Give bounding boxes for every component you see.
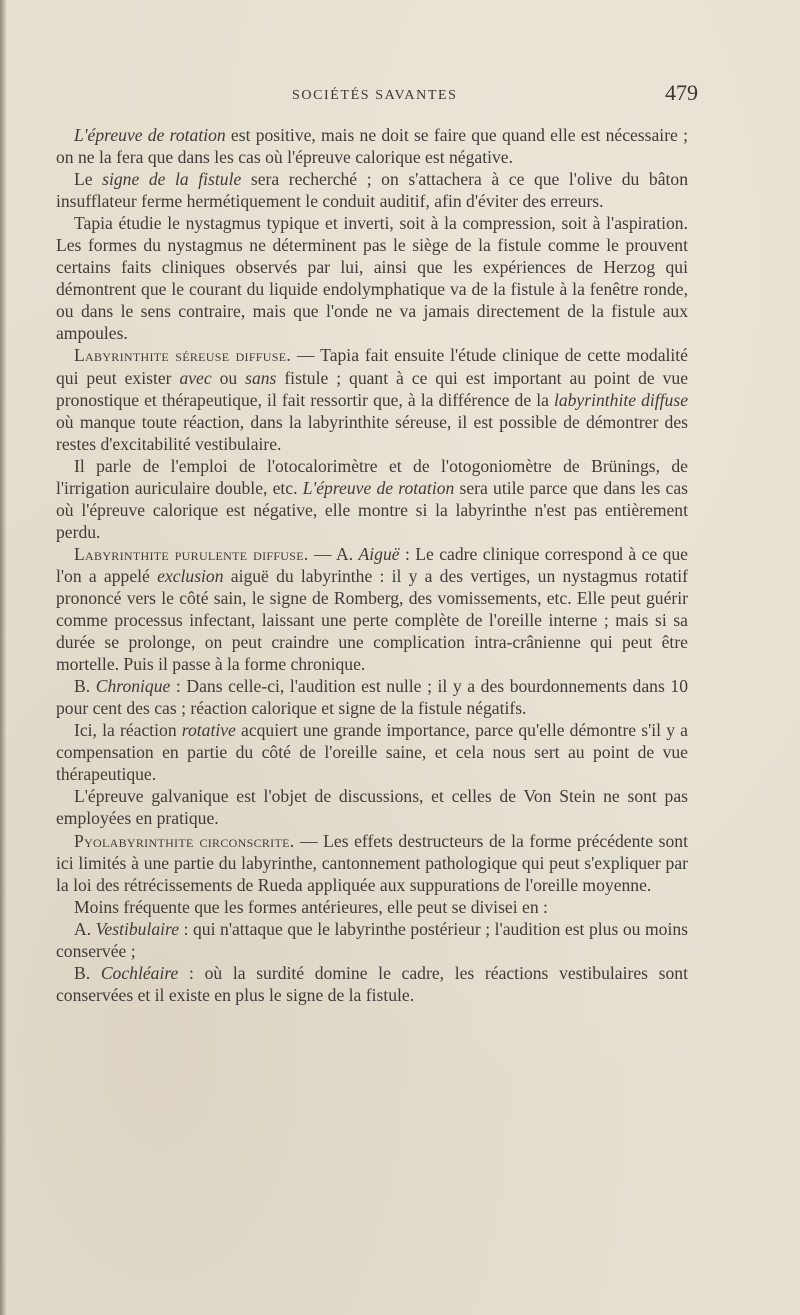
text-run: sera recherché ; on s'attachera à ce que l'olive du bâton insufflateur ferme hermétiquement le conduit auditif, afin d'éviter des erreurs. (56, 169, 688, 212)
paragraph-chronic (56, 675, 688, 719)
text-run: : Dans celle-ci, l'audition est nulle ; il y a des bourdonnements dans 10 pour cent des cas ; réaction calorique et signe de la fistule négatifs. (56, 676, 688, 719)
text-run: B. (74, 962, 101, 983)
paragraph-circumscribed (56, 830, 688, 896)
italic-term: rotative (181, 720, 236, 741)
text-run: : Le cadre clinique correspond à ce que l'on a appelé (56, 543, 688, 586)
italic-term: Chronique (95, 676, 171, 697)
text-run: Ici, la réaction (74, 720, 182, 741)
italic-term: Cochléaire (100, 962, 179, 983)
text-run: où manque toute réaction, dans la labyrinthite séreuse, il est possible de démontrer des restes d'excitabilité vestibulaire. (56, 411, 688, 454)
text-run: — Tapia fait ensuite l'étude clinique de cette modalité qui peut exister (56, 345, 688, 388)
italic-term: L'épreuve de rotation (302, 477, 455, 498)
page-number: 479 (665, 80, 698, 105)
text-run: Moins fréquente que les formes antérieures, elle peut se divisei en : (74, 896, 548, 917)
text-run: aiguë du labyrinthe : il y a des vertiges, un nystagmus rotatif prononcé vers le côté sain, le signe de Romberg, des vomissements, etc. Elle peut guérir comme processus infectant, laissant une perte complète de l'oreille interne ; mais si sa durée se prolonge, on peut craindre une complication intra-crânienne qui peut être mortelle. Puis il passe à la forme chronique. (56, 565, 688, 675)
text-run: Tapia étudie le nystagmus typique et inverti, soit à la compression, soit à l'aspiration. Les formes du nystagmus ne déterminent pas le siège de la fistule comme le prouvent certains faits cliniques observés par lui, ainsi que les expériences de Herzog qui démontrent que le courant du liquide endolymphatique va de la fistule à la fenêtre ronde, ou dans le sens contraire, mais que l'onde ne va jamais directement de la fistule aux ampoules. (56, 213, 688, 344)
italic-term: Vestibulaire (95, 918, 180, 939)
paragraph-rotative-reaction (56, 719, 688, 785)
text-run: Il parle de l'emploi de l'otocalorimètre et de l'otogoniomètre de Brünings, de l'irrigation auriculaire double, etc. (56, 455, 688, 498)
text-run: B. (74, 676, 96, 697)
text-run: ou (211, 367, 246, 388)
section-heading: Labyrinthite purulente diffuse. (74, 543, 309, 564)
section-heading: Labyrinthite séreuse diffuse. (74, 345, 292, 366)
italic-term: sans (245, 367, 277, 388)
paragraph-rotation-test (56, 124, 688, 168)
italic-term: Aiguë (358, 543, 400, 564)
text-run: A. (74, 918, 96, 939)
section-heading: Pyolabyrinthite circonscrite. (74, 830, 295, 851)
text-run: — A. (308, 543, 359, 564)
text-run: Le (74, 169, 103, 190)
running-head: SOCIÉTÉS SAVANTES (292, 88, 458, 103)
text-run: : où la surdité domine le cadre, les réactions vestibulaires sont conservées et il existe en plus le signe de la fistule. (56, 962, 688, 1005)
page-spine-shadow (0, 0, 6, 1315)
paragraph-otocalorimeter (56, 455, 688, 543)
text-run: fistule ; quant à ce qui est important au point de vue pronostique et thérapeutique, il fait ressortir que, à la différence de la (56, 367, 689, 410)
text-run: est positive, mais ne doit se faire que quand elle est nécessaire ; on ne la fera que dans les cas où l'épreuve calorique est négative. (56, 125, 688, 168)
page-header (66, 82, 698, 112)
body-text (56, 124, 688, 1006)
paragraph-cochlear (56, 962, 688, 1006)
italic-term: avec (179, 367, 212, 388)
text-run: acquiert une grande importance, parce qu'elle démontre s'il y a compensation en partie du côté de l'oreille saine, et cela nous sert au point de vue thérapeutique. (56, 720, 688, 785)
paragraph-division (56, 896, 688, 918)
text-run: L'épreuve galvanique est l'objet de discussions, et celles de Von Stein ne sont pas employées en pratique. (56, 786, 688, 829)
paragraph-serous-labyrinthitis (56, 344, 688, 454)
paragraph-galvanic-test (56, 785, 688, 829)
text-run: sera utile parce que dans les cas où l'épreuve calorique est négative, elle montre si la labyrinthe n'est pas entièrement perdu. (56, 477, 688, 542)
paragraph-fistula-sign (56, 168, 688, 212)
italic-term: exclusion (157, 565, 224, 586)
paragraph-vestibular (56, 918, 688, 962)
italic-term: L'épreuve de rotation (74, 125, 226, 145)
text-run: : qui n'attaque que le labyrinthe postérieur ; l'audition est plus ou moins conservée ; (56, 918, 688, 961)
italic-term: labyrinthite diffuse (553, 389, 689, 410)
text-run: — Les effets destructeurs de la forme précédente sont ici limités à une partie du labyrinthe, cantonnement pathologique qui peut s'expliquer par la loi des rétrécissements de Rueda appliquée aux suppurations de l'oreille moyenne. (56, 830, 688, 895)
paragraph-nystagmus (56, 212, 688, 344)
italic-term: signe de la fistule (102, 169, 242, 190)
paragraph-purulent-labyrinthitis (56, 543, 688, 675)
